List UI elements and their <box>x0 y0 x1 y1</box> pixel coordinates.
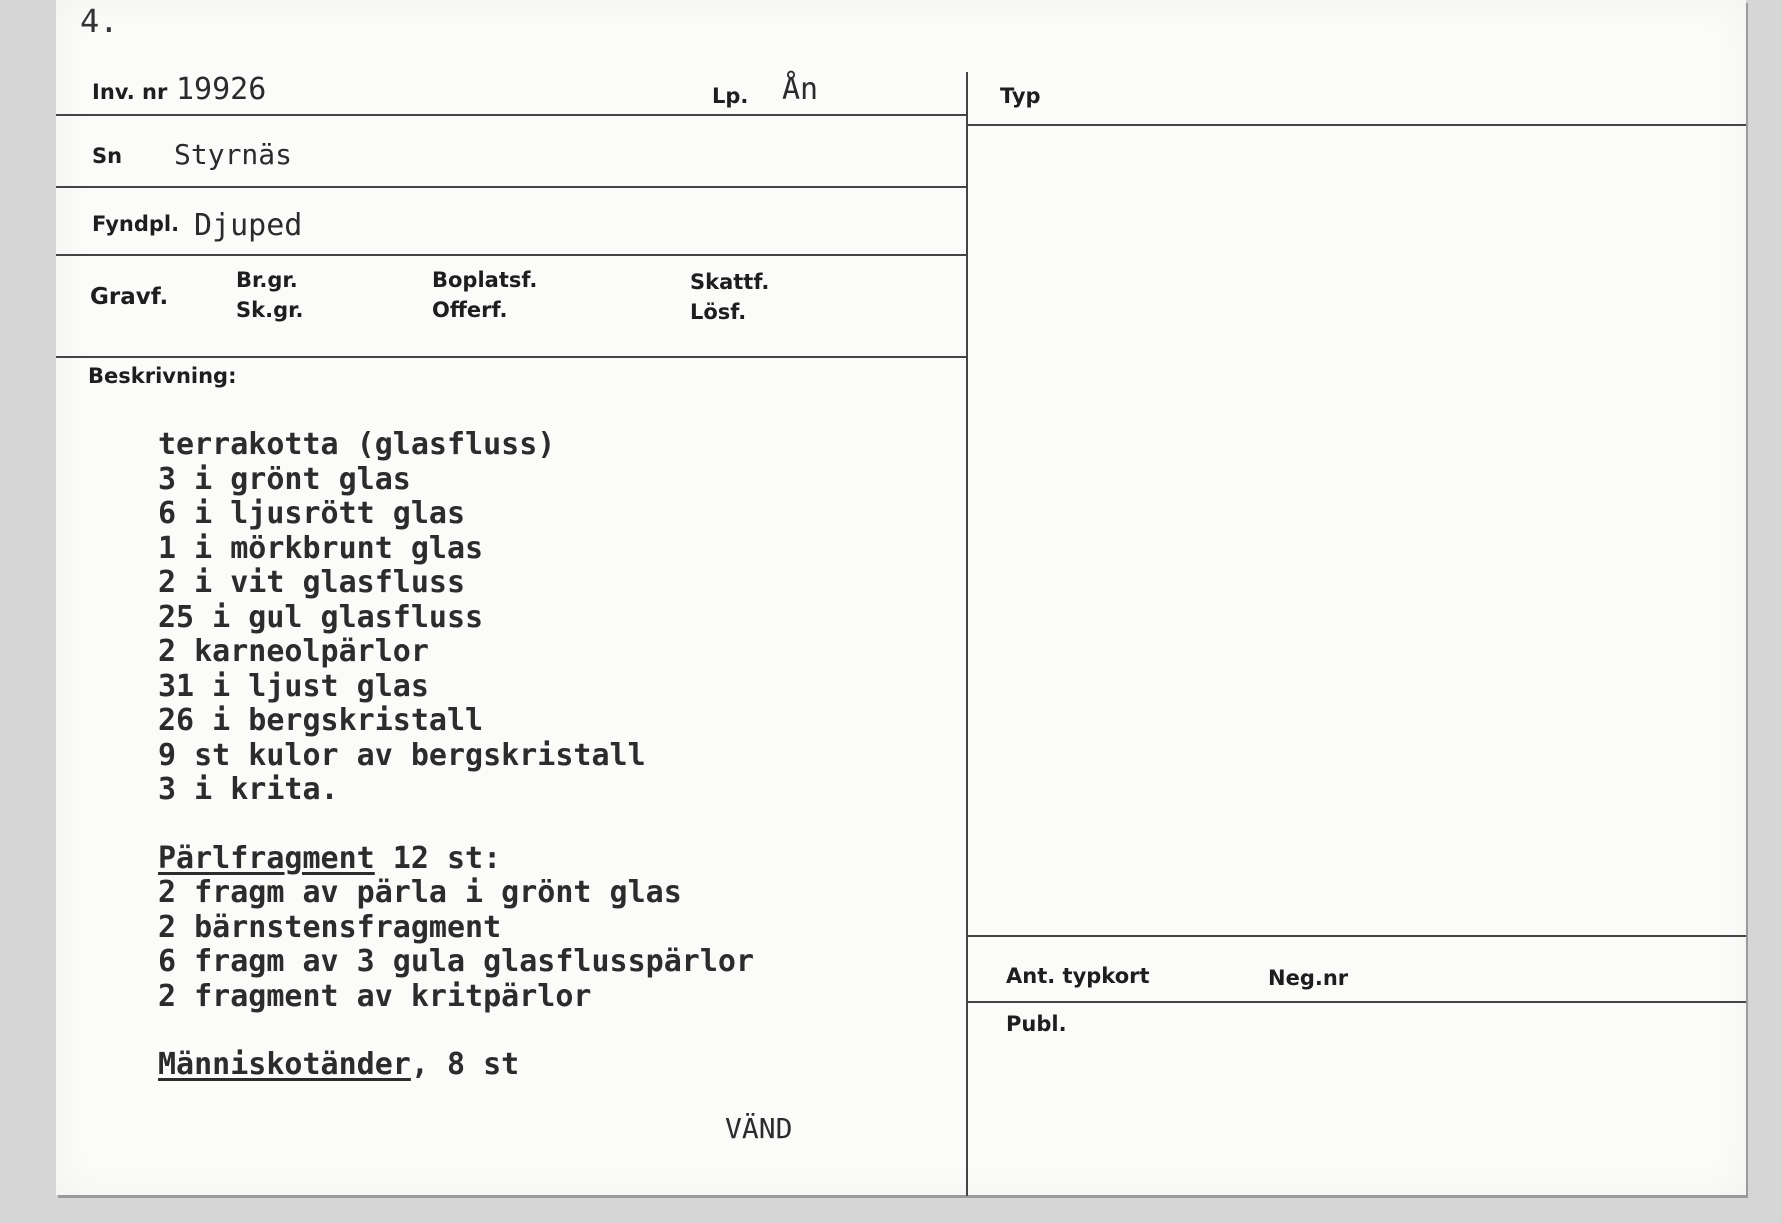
teeth-line <box>158 1048 754 1083</box>
description-line: 1 i mörkbrunt glas <box>158 530 484 566</box>
fragment-line: 2 fragment av kritpärlor <box>158 978 592 1014</box>
teeth-heading: Människotänder <box>158 1047 411 1082</box>
fragment-line: 6 fragm av 3 gula glasflusspärlor <box>158 944 755 979</box>
divider-ant-typkort <box>968 935 1746 937</box>
lp-label: Lp. <box>712 84 749 108</box>
description-line: 3 i krita. <box>158 772 339 807</box>
fragment-count: 12 st: <box>374 840 502 876</box>
description-line: 26 i bergskristall <box>158 703 484 738</box>
fragment-heading: Pärlfragment <box>158 840 375 876</box>
description-line: terrakotta (glasfluss) <box>158 427 556 462</box>
description-line: 2 i vit glasfluss <box>158 565 466 600</box>
teeth-count: , 8 st <box>410 1047 520 1082</box>
description-line: 3 i grönt glas <box>158 461 411 497</box>
description-line: 25 i gul glasfluss <box>158 599 484 635</box>
description-line: 6 i ljusrött glas <box>158 496 466 531</box>
fragment-line: 2 fragm av pärla i grönt glas <box>158 875 682 910</box>
description-label: Beskrivning: <box>88 364 237 388</box>
fragment-line: 2 bärnstensfragment <box>158 909 502 945</box>
sn-value: Styrnäs <box>174 138 293 171</box>
lp-value: Ån <box>782 72 819 107</box>
ant-typkort-label: Ant. typkort <box>1006 964 1150 988</box>
sn-label: Sn <box>92 144 123 168</box>
fyndpl-label: Fyndpl. <box>92 212 180 236</box>
fyndpl-value: Djuped <box>194 208 303 243</box>
divider-fyndpl <box>56 254 968 256</box>
offerf-label: Offerf. <box>432 298 508 322</box>
skgr-label: Sk.gr. <box>236 298 304 322</box>
neg-nr-label: Neg.nr <box>1268 966 1349 990</box>
inv-label: Inv. nr <box>92 80 168 104</box>
publ-label: Publ. <box>1006 1012 1067 1036</box>
brgr-label: Br.gr. <box>236 268 298 292</box>
inv-value: 19926 <box>176 72 267 107</box>
boplatsf-label: Boplatsf. <box>432 268 538 292</box>
fragment-heading-line <box>158 842 754 877</box>
description-line: 31 i ljust glas <box>158 668 429 704</box>
divider-typ <box>968 124 1746 126</box>
description-line: 9 st kulor av bergskristall <box>158 737 646 773</box>
divider-header <box>56 114 968 116</box>
losf-label: Lösf. <box>690 300 747 324</box>
column-divider <box>966 72 968 1196</box>
skattf-label: Skattf. <box>690 270 770 294</box>
typ-label: Typ <box>1000 84 1041 108</box>
description-line: 2 karneolpärlor <box>158 634 429 669</box>
description-text <box>158 428 754 1083</box>
divider-gravf <box>56 356 968 358</box>
gravf-label: Gravf. <box>90 284 169 310</box>
divider-sn <box>56 186 968 188</box>
turn-note: VÄND <box>725 1112 793 1145</box>
divider-publ <box>968 1001 1746 1003</box>
card-number: 4. <box>80 2 119 40</box>
